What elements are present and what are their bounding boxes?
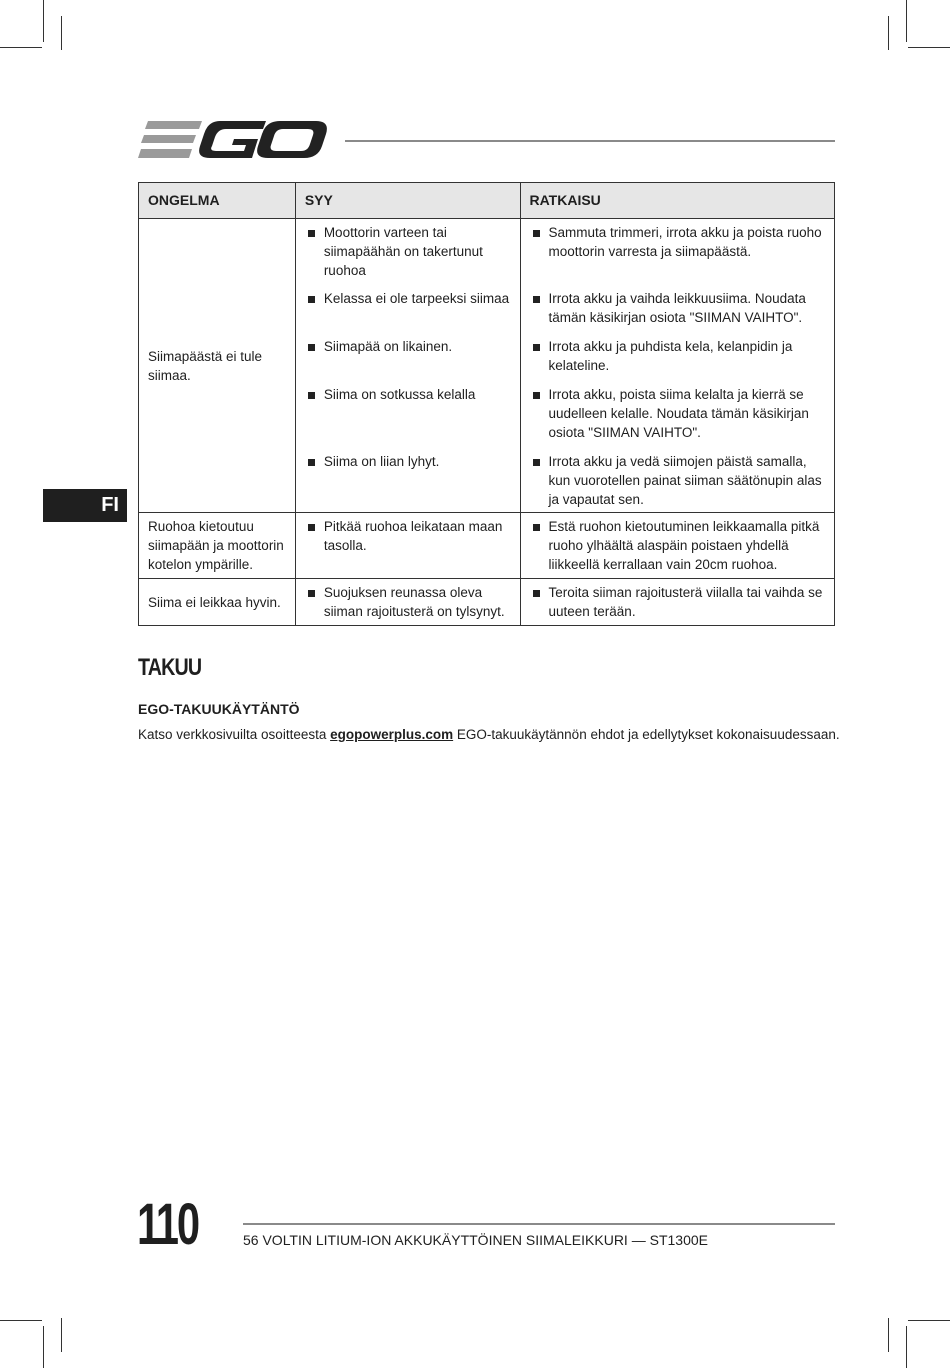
cause-cell	[295, 513, 520, 579]
policy-text-after: EGO-takuukäytännön ehdot ja edellytykset kokonaisuudessaan.	[453, 727, 840, 742]
table-row	[139, 513, 835, 579]
solution-item	[530, 337, 826, 385]
cause-cell	[295, 219, 520, 513]
crop-mark	[908, 47, 950, 48]
bullet-icon	[533, 524, 540, 531]
ego-logo	[138, 118, 328, 162]
policy-text-before: Katso verkkosivuilta osoitteesta	[138, 727, 331, 742]
footer-title: 56 VOLTIN LITIUM-ION AKKUKÄYTTÖINEN SIIMALEIKKURI — ST1300E	[243, 1232, 708, 1248]
table-row	[139, 579, 835, 626]
cause-text: Moottorin varteen tai siimapäähän on takertunut ruohoa	[323, 225, 483, 278]
solution-text: Irrota akku, poista siima kelalta ja kierrä se uudelleen kelalle. Noudata tämän käsikirjan osiota "SIIMAN VAIHTO".	[548, 387, 809, 440]
cause-cell	[295, 579, 520, 626]
crop-mark	[908, 1320, 950, 1321]
problem-text: Ruohoa kietoutuu siimapään ja moottorin kotelon ympärille.	[148, 519, 284, 572]
website-link[interactable]: egopowerplus.com	[330, 727, 454, 742]
crop-mark	[43, 0, 44, 42]
cause-text: Pitkää ruohoa leikataan maan tasolla.	[323, 519, 503, 553]
solution-item	[530, 583, 826, 621]
language-tab: FI	[43, 489, 127, 522]
solution-text: Sammuta trimmeri, irrota akku ja poista ruoho moottorin varresta ja siimapäästä.	[548, 225, 822, 259]
solution-text: Estä ruohon kietoutuminen leikkaamalla pitkä ruoho ylhäältä alaspäin poistaen yhdellä liikkeellä kerrallaan vain 20cm ruohoa.	[548, 519, 820, 572]
solution-text: Irrota akku ja puhdista kela, kelanpidin ja kelateline.	[548, 339, 793, 373]
bullet-icon	[533, 296, 540, 303]
crop-mark	[888, 16, 889, 50]
cause-item	[305, 223, 511, 289]
problem-cell	[139, 513, 296, 579]
cause-item	[305, 289, 511, 337]
column-header-cause: SYY	[295, 183, 520, 219]
solution-item	[530, 452, 826, 508]
crop-mark	[61, 1318, 62, 1352]
cause-text: Siima on liian lyhyt.	[323, 454, 440, 469]
crop-mark	[906, 0, 907, 42]
crop-mark	[0, 1320, 42, 1321]
crop-mark	[906, 1326, 907, 1368]
solution-item	[530, 385, 826, 452]
bullet-icon	[308, 230, 315, 237]
problem-cell: Siima ei leikkaa hyvin.	[139, 579, 296, 626]
bullet-icon	[533, 590, 540, 597]
cause-item	[305, 583, 511, 621]
cause-item	[305, 385, 511, 452]
cause-text: Siimapää on likainen.	[323, 339, 453, 354]
bullet-icon	[308, 392, 315, 399]
column-header-problem: ONGELMA	[139, 183, 296, 219]
crop-mark	[43, 1326, 44, 1368]
crop-mark	[61, 16, 62, 50]
problem-cell: Siimapäästä ei tule siimaa.	[139, 219, 296, 513]
header-rule	[345, 140, 835, 142]
solution-item	[530, 517, 826, 574]
column-header-solution: RATKAISU	[520, 183, 835, 219]
cause-text: Siima on sotkussa kelalla	[323, 387, 476, 402]
solution-cell	[520, 219, 835, 513]
bullet-icon	[308, 590, 315, 597]
policy-paragraph	[138, 727, 840, 742]
policy-heading: EGO-TAKUUKÄYTÄNTÖ	[138, 701, 300, 717]
solution-item	[530, 289, 826, 337]
cause-item	[305, 517, 511, 555]
cause-text: Suojuksen reunassa oleva siiman rajoitusterä on tylsynyt.	[323, 585, 505, 619]
solution-item	[530, 223, 826, 289]
footer-rule	[243, 1223, 835, 1225]
page-number: 110	[137, 1192, 198, 1257]
bullet-icon	[533, 392, 540, 399]
crop-mark	[0, 47, 42, 48]
solution-text: Teroita siiman rajoitusterä viilalla tai vaihda se uuteen terään.	[548, 585, 823, 619]
troubleshooting-table	[138, 182, 835, 626]
bullet-icon	[533, 230, 540, 237]
bullet-icon	[308, 344, 315, 351]
cause-item	[305, 337, 511, 385]
warranty-heading: TAKUU	[138, 654, 202, 681]
crop-mark	[888, 1318, 889, 1352]
table-row	[139, 219, 835, 513]
bullet-icon	[308, 524, 315, 531]
cause-text: Kelassa ei ole tarpeeksi siimaa	[323, 291, 510, 306]
solution-cell	[520, 513, 835, 579]
bullet-icon	[308, 459, 315, 466]
bullet-icon	[533, 344, 540, 351]
solution-cell	[520, 579, 835, 626]
table-header-row	[139, 183, 835, 219]
bullet-icon	[533, 459, 540, 466]
cause-item	[305, 452, 511, 508]
solution-text: Irrota akku ja vedä siimojen päistä samalla, kun vuorotellen painat siiman säätönupin alas ja vapautat sen.	[548, 454, 822, 507]
solution-text: Irrota akku ja vaihda leikkuusiima. Noudata tämän käsikirjan osiota "SIIMAN VAIHTO".	[548, 291, 806, 325]
bullet-icon	[308, 296, 315, 303]
